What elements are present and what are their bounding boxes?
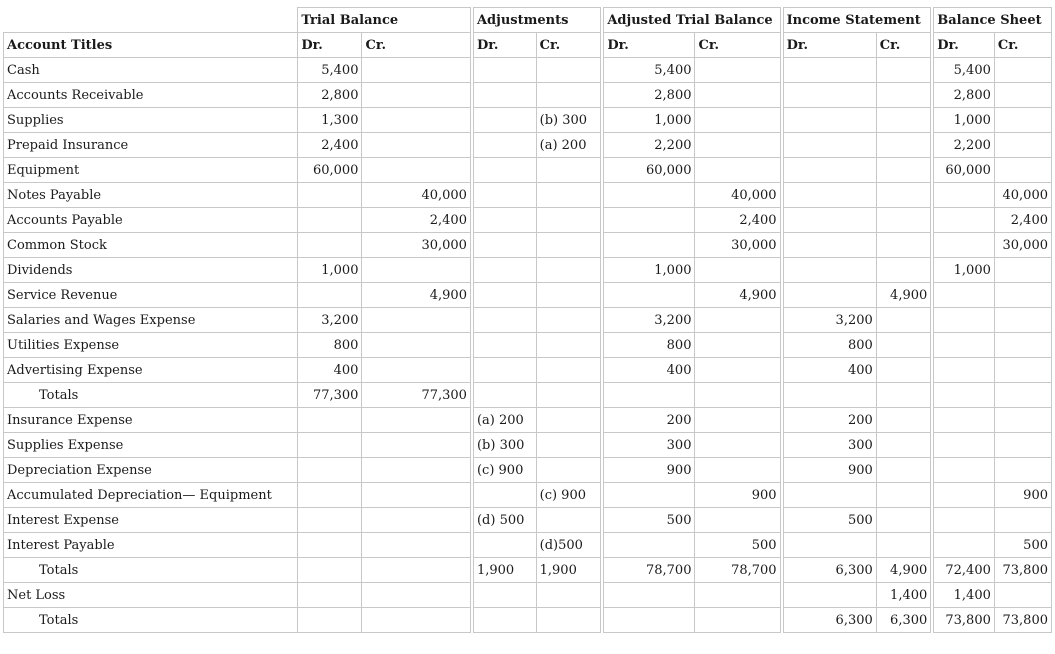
tb-dr-cell	[298, 458, 362, 483]
atb-cr-cell	[695, 258, 782, 283]
adj-cr-cell	[536, 608, 602, 633]
bs-dr-cell	[932, 308, 994, 333]
atb-cr-cell	[695, 508, 782, 533]
atb-cr-cell	[695, 608, 782, 633]
table-row	[4, 83, 1052, 108]
group-adjusted-trial-balance: Adjusted Trial Balance	[602, 8, 781, 33]
tb-cr-cell: 30,000	[362, 233, 472, 258]
table-row	[4, 183, 1052, 208]
header-blank	[4, 8, 298, 33]
table-row	[4, 308, 1052, 333]
is-cr-cell	[876, 383, 932, 408]
bs-dr-cell	[932, 283, 994, 308]
tb-cr-cell: 77,300	[362, 383, 472, 408]
is-cr-cell	[876, 108, 932, 133]
bs-dr-cell: 60,000	[932, 158, 994, 183]
atb-cr-cell	[695, 133, 782, 158]
bs-dr-cell	[932, 408, 994, 433]
header-adj-dr: Dr.	[472, 33, 536, 58]
adj-cr-cell	[536, 458, 602, 483]
atb-cr-cell	[695, 583, 782, 608]
bs-cr-cell	[994, 333, 1051, 358]
is-dr-cell	[782, 58, 877, 83]
tb-cr-cell	[362, 333, 472, 358]
is-cr-cell	[876, 258, 932, 283]
atb-cr-cell	[695, 358, 782, 383]
atb-cr-cell	[695, 158, 782, 183]
account-title-cell: Service Revenue	[4, 283, 298, 308]
account-title-cell: Common Stock	[4, 233, 298, 258]
atb-dr-cell: 900	[602, 458, 695, 483]
tb-cr-cell	[362, 608, 472, 633]
is-dr-cell: 400	[782, 358, 877, 383]
bs-dr-cell: 72,400	[932, 558, 994, 583]
adj-dr-cell: (a) 200	[472, 408, 536, 433]
tb-cr-cell	[362, 508, 472, 533]
adj-cr-cell	[536, 383, 602, 408]
bs-cr-cell	[994, 258, 1051, 283]
is-cr-cell	[876, 58, 932, 83]
adj-dr-cell: (b) 300	[472, 433, 536, 458]
atb-cr-cell: 900	[695, 483, 782, 508]
is-dr-cell: 300	[782, 433, 877, 458]
atb-dr-cell	[602, 583, 695, 608]
is-dr-cell	[782, 233, 877, 258]
table-row	[4, 258, 1052, 283]
adj-dr-cell	[472, 158, 536, 183]
tb-dr-cell	[298, 408, 362, 433]
is-dr-cell: 900	[782, 458, 877, 483]
atb-cr-cell	[695, 383, 782, 408]
tb-cr-cell	[362, 58, 472, 83]
table-row	[4, 558, 1052, 583]
bs-cr-cell: 73,800	[994, 608, 1051, 633]
table-row	[4, 483, 1052, 508]
group-trial-balance: Trial Balance	[298, 8, 472, 33]
atb-dr-cell: 300	[602, 433, 695, 458]
table-row	[4, 283, 1052, 308]
adj-dr-cell	[472, 233, 536, 258]
is-cr-cell	[876, 408, 932, 433]
is-cr-cell: 6,300	[876, 608, 932, 633]
header-account-titles: Account Titles	[4, 33, 298, 58]
adj-cr-cell	[536, 258, 602, 283]
is-cr-cell	[876, 433, 932, 458]
atb-cr-cell: 500	[695, 533, 782, 558]
bs-dr-cell	[932, 358, 994, 383]
adj-cr-cell: (b) 300	[536, 108, 602, 133]
atb-dr-cell: 60,000	[602, 158, 695, 183]
account-title-cell: Salaries and Wages Expense	[4, 308, 298, 333]
is-cr-cell	[876, 133, 932, 158]
bs-dr-cell	[932, 433, 994, 458]
group-header-row	[4, 8, 1052, 33]
atb-dr-cell: 78,700	[602, 558, 695, 583]
is-dr-cell: 500	[782, 508, 877, 533]
table-row	[4, 108, 1052, 133]
account-title-cell: Cash	[4, 58, 298, 83]
is-cr-cell: 4,900	[876, 558, 932, 583]
header-bs-dr: Dr.	[932, 33, 994, 58]
bs-dr-cell	[932, 483, 994, 508]
bs-dr-cell: 5,400	[932, 58, 994, 83]
atb-cr-cell	[695, 83, 782, 108]
adj-cr-cell	[536, 308, 602, 333]
is-cr-cell	[876, 458, 932, 483]
tb-dr-cell: 3,200	[298, 308, 362, 333]
adj-dr-cell	[472, 333, 536, 358]
adj-dr-cell	[472, 183, 536, 208]
bs-cr-cell	[994, 83, 1051, 108]
adj-cr-cell	[536, 408, 602, 433]
table-row	[4, 208, 1052, 233]
is-dr-cell	[782, 183, 877, 208]
tb-cr-cell	[362, 433, 472, 458]
adj-cr-cell	[536, 58, 602, 83]
table-row	[4, 458, 1052, 483]
atb-cr-cell: 2,400	[695, 208, 782, 233]
header-tb-dr: Dr.	[298, 33, 362, 58]
bs-dr-cell	[932, 233, 994, 258]
adj-cr-cell	[536, 358, 602, 383]
atb-dr-cell: 400	[602, 358, 695, 383]
adj-cr-cell	[536, 83, 602, 108]
tb-dr-cell	[298, 558, 362, 583]
atb-cr-cell: 30,000	[695, 233, 782, 258]
bs-cr-cell: 900	[994, 483, 1051, 508]
tb-cr-cell: 40,000	[362, 183, 472, 208]
adj-dr-cell	[472, 608, 536, 633]
bs-cr-cell	[994, 408, 1051, 433]
is-dr-cell: 200	[782, 408, 877, 433]
atb-dr-cell: 5,400	[602, 58, 695, 83]
atb-dr-cell: 500	[602, 508, 695, 533]
table-row	[4, 383, 1052, 408]
is-cr-cell	[876, 233, 932, 258]
bs-cr-cell	[994, 283, 1051, 308]
atb-dr-cell	[602, 483, 695, 508]
table-row	[4, 408, 1052, 433]
bs-cr-cell	[994, 383, 1051, 408]
is-cr-cell	[876, 333, 932, 358]
tb-dr-cell: 1,300	[298, 108, 362, 133]
is-dr-cell: 3,200	[782, 308, 877, 333]
adj-dr-cell	[472, 358, 536, 383]
bs-cr-cell	[994, 158, 1051, 183]
tb-dr-cell: 400	[298, 358, 362, 383]
is-cr-cell: 4,900	[876, 283, 932, 308]
bs-dr-cell	[932, 533, 994, 558]
tb-dr-cell	[298, 208, 362, 233]
is-dr-cell	[782, 383, 877, 408]
tb-dr-cell: 800	[298, 333, 362, 358]
bs-dr-cell	[932, 183, 994, 208]
is-cr-cell	[876, 83, 932, 108]
atb-dr-cell	[602, 283, 695, 308]
is-dr-cell	[782, 533, 877, 558]
bs-dr-cell: 1,000	[932, 258, 994, 283]
atb-cr-cell	[695, 308, 782, 333]
column-header-row	[4, 33, 1052, 58]
account-title-cell: Supplies Expense	[4, 433, 298, 458]
is-dr-cell	[782, 283, 877, 308]
account-title-cell: Interest Expense	[4, 508, 298, 533]
tb-dr-cell	[298, 283, 362, 308]
adj-cr-cell	[536, 283, 602, 308]
table-row	[4, 333, 1052, 358]
atb-dr-cell	[602, 608, 695, 633]
atb-dr-cell: 3,200	[602, 308, 695, 333]
is-dr-cell	[782, 483, 877, 508]
adj-cr-cell	[536, 433, 602, 458]
bs-dr-cell: 1,000	[932, 108, 994, 133]
bs-dr-cell: 73,800	[932, 608, 994, 633]
atb-dr-cell	[602, 533, 695, 558]
tb-cr-cell	[362, 108, 472, 133]
group-adjustments: Adjustments	[472, 8, 602, 33]
tb-dr-cell	[298, 508, 362, 533]
tb-cr-cell	[362, 458, 472, 483]
atb-dr-cell: 800	[602, 333, 695, 358]
table-row	[4, 58, 1052, 83]
account-title-cell: Utilities Expense	[4, 333, 298, 358]
adj-cr-cell	[536, 208, 602, 233]
is-dr-cell	[782, 83, 877, 108]
atb-dr-cell	[602, 208, 695, 233]
atb-dr-cell	[602, 383, 695, 408]
atb-cr-cell	[695, 408, 782, 433]
adj-cr-cell	[536, 233, 602, 258]
atb-dr-cell	[602, 183, 695, 208]
bs-cr-cell	[994, 583, 1051, 608]
account-title-cell: Interest Payable	[4, 533, 298, 558]
table-row	[4, 583, 1052, 608]
table-row	[4, 608, 1052, 633]
account-title-cell: Insurance Expense	[4, 408, 298, 433]
adj-dr-cell	[472, 58, 536, 83]
tb-dr-cell: 77,300	[298, 383, 362, 408]
tb-dr-cell	[298, 183, 362, 208]
adj-dr-cell	[472, 283, 536, 308]
bs-cr-cell: 30,000	[994, 233, 1051, 258]
adj-cr-cell: 1,900	[536, 558, 602, 583]
table-row	[4, 158, 1052, 183]
bs-cr-cell: 2,400	[994, 208, 1051, 233]
adj-cr-cell: (a) 200	[536, 133, 602, 158]
account-title-cell: Accounts Receivable	[4, 83, 298, 108]
bs-cr-cell: 500	[994, 533, 1051, 558]
tb-cr-cell	[362, 258, 472, 283]
bs-cr-cell	[994, 458, 1051, 483]
adj-cr-cell: (c) 900	[536, 483, 602, 508]
is-dr-cell	[782, 208, 877, 233]
tb-dr-cell	[298, 533, 362, 558]
header-is-cr: Cr.	[876, 33, 932, 58]
is-cr-cell	[876, 308, 932, 333]
account-title-cell: Notes Payable	[4, 183, 298, 208]
adj-dr-cell: (d) 500	[472, 508, 536, 533]
is-cr-cell	[876, 158, 932, 183]
is-cr-cell	[876, 183, 932, 208]
adj-dr-cell: (c) 900	[472, 458, 536, 483]
adj-dr-cell	[472, 383, 536, 408]
tb-cr-cell	[362, 483, 472, 508]
bs-dr-cell	[932, 333, 994, 358]
header-adj-cr: Cr.	[536, 33, 602, 58]
is-cr-cell: 1,400	[876, 583, 932, 608]
tb-cr-cell	[362, 133, 472, 158]
bs-cr-cell	[994, 508, 1051, 533]
account-title-cell: Accounts Payable	[4, 208, 298, 233]
account-title-cell: Dividends	[4, 258, 298, 283]
is-dr-cell	[782, 258, 877, 283]
is-dr-cell	[782, 583, 877, 608]
tb-dr-cell	[298, 483, 362, 508]
bs-dr-cell	[932, 508, 994, 533]
worksheet-table	[3, 7, 1052, 633]
tb-cr-cell	[362, 158, 472, 183]
account-title-cell: Supplies	[4, 108, 298, 133]
header-bs-cr: Cr.	[994, 33, 1051, 58]
table-row	[4, 508, 1052, 533]
header-atb-dr: Dr.	[602, 33, 695, 58]
adj-dr-cell	[472, 583, 536, 608]
bs-dr-cell: 1,400	[932, 583, 994, 608]
atb-dr-cell: 2,800	[602, 83, 695, 108]
bs-dr-cell: 2,800	[932, 83, 994, 108]
adj-cr-cell	[536, 583, 602, 608]
tb-cr-cell	[362, 308, 472, 333]
account-title-cell: Totals	[4, 608, 298, 633]
header-atb-cr: Cr.	[695, 33, 782, 58]
atb-dr-cell: 200	[602, 408, 695, 433]
tb-cr-cell	[362, 408, 472, 433]
adj-dr-cell	[472, 83, 536, 108]
table-row	[4, 233, 1052, 258]
header-is-dr: Dr.	[782, 33, 877, 58]
bs-dr-cell	[932, 383, 994, 408]
atb-cr-cell	[695, 58, 782, 83]
tb-dr-cell: 5,400	[298, 58, 362, 83]
atb-dr-cell: 1,000	[602, 108, 695, 133]
account-title-cell: Totals	[4, 383, 298, 408]
is-dr-cell: 800	[782, 333, 877, 358]
tb-dr-cell	[298, 608, 362, 633]
adj-dr-cell	[472, 308, 536, 333]
group-balance-sheet: Balance Sheet	[932, 8, 1051, 33]
account-title-cell: Prepaid Insurance	[4, 133, 298, 158]
adj-cr-cell	[536, 158, 602, 183]
bs-cr-cell	[994, 133, 1051, 158]
adj-cr-cell	[536, 333, 602, 358]
is-dr-cell	[782, 158, 877, 183]
group-income-statement: Income Statement	[782, 8, 933, 33]
adj-cr-cell	[536, 183, 602, 208]
atb-cr-cell: 40,000	[695, 183, 782, 208]
is-cr-cell	[876, 208, 932, 233]
adj-dr-cell	[472, 133, 536, 158]
tb-cr-cell	[362, 558, 472, 583]
bs-cr-cell	[994, 308, 1051, 333]
account-title-cell: Accumulated Depreciation— Equipment	[4, 483, 298, 508]
bs-dr-cell	[932, 458, 994, 483]
bs-cr-cell	[994, 358, 1051, 383]
account-title-cell: Advertising Expense	[4, 358, 298, 383]
is-dr-cell	[782, 133, 877, 158]
bs-cr-cell	[994, 58, 1051, 83]
is-cr-cell	[876, 483, 932, 508]
table-row	[4, 133, 1052, 158]
adj-cr-cell	[536, 508, 602, 533]
adj-dr-cell	[472, 208, 536, 233]
table-row	[4, 533, 1052, 558]
tb-cr-cell: 2,400	[362, 208, 472, 233]
tb-dr-cell: 2,400	[298, 133, 362, 158]
bs-cr-cell: 73,800	[994, 558, 1051, 583]
tb-cr-cell	[362, 83, 472, 108]
is-dr-cell: 6,300	[782, 558, 877, 583]
bs-dr-cell	[932, 208, 994, 233]
tb-cr-cell	[362, 533, 472, 558]
adj-dr-cell	[472, 533, 536, 558]
bs-cr-cell	[994, 108, 1051, 133]
is-cr-cell	[876, 533, 932, 558]
is-cr-cell	[876, 358, 932, 383]
atb-cr-cell	[695, 433, 782, 458]
atb-cr-cell	[695, 333, 782, 358]
account-title-cell: Net Loss	[4, 583, 298, 608]
adj-dr-cell	[472, 258, 536, 283]
atb-cr-cell: 4,900	[695, 283, 782, 308]
tb-dr-cell: 60,000	[298, 158, 362, 183]
table-row	[4, 433, 1052, 458]
table-row	[4, 358, 1052, 383]
tb-cr-cell	[362, 583, 472, 608]
atb-cr-cell	[695, 458, 782, 483]
bs-cr-cell: 40,000	[994, 183, 1051, 208]
atb-cr-cell	[695, 108, 782, 133]
atb-dr-cell: 1,000	[602, 258, 695, 283]
bs-cr-cell	[994, 433, 1051, 458]
adj-dr-cell: 1,900	[472, 558, 536, 583]
header-tb-cr: Cr.	[362, 33, 472, 58]
is-cr-cell	[876, 508, 932, 533]
atb-dr-cell: 2,200	[602, 133, 695, 158]
adj-dr-cell	[472, 483, 536, 508]
atb-dr-cell	[602, 233, 695, 258]
tb-dr-cell: 1,000	[298, 258, 362, 283]
tb-dr-cell	[298, 233, 362, 258]
atb-cr-cell: 78,700	[695, 558, 782, 583]
account-title-cell: Totals	[4, 558, 298, 583]
adj-cr-cell: (d)500	[536, 533, 602, 558]
tb-cr-cell	[362, 358, 472, 383]
tb-dr-cell	[298, 433, 362, 458]
is-dr-cell	[782, 108, 877, 133]
bs-dr-cell: 2,200	[932, 133, 994, 158]
account-title-cell: Equipment	[4, 158, 298, 183]
tb-cr-cell: 4,900	[362, 283, 472, 308]
adj-dr-cell	[472, 108, 536, 133]
is-dr-cell: 6,300	[782, 608, 877, 633]
tb-dr-cell	[298, 583, 362, 608]
tb-dr-cell: 2,800	[298, 83, 362, 108]
account-title-cell: Depreciation Expense	[4, 458, 298, 483]
